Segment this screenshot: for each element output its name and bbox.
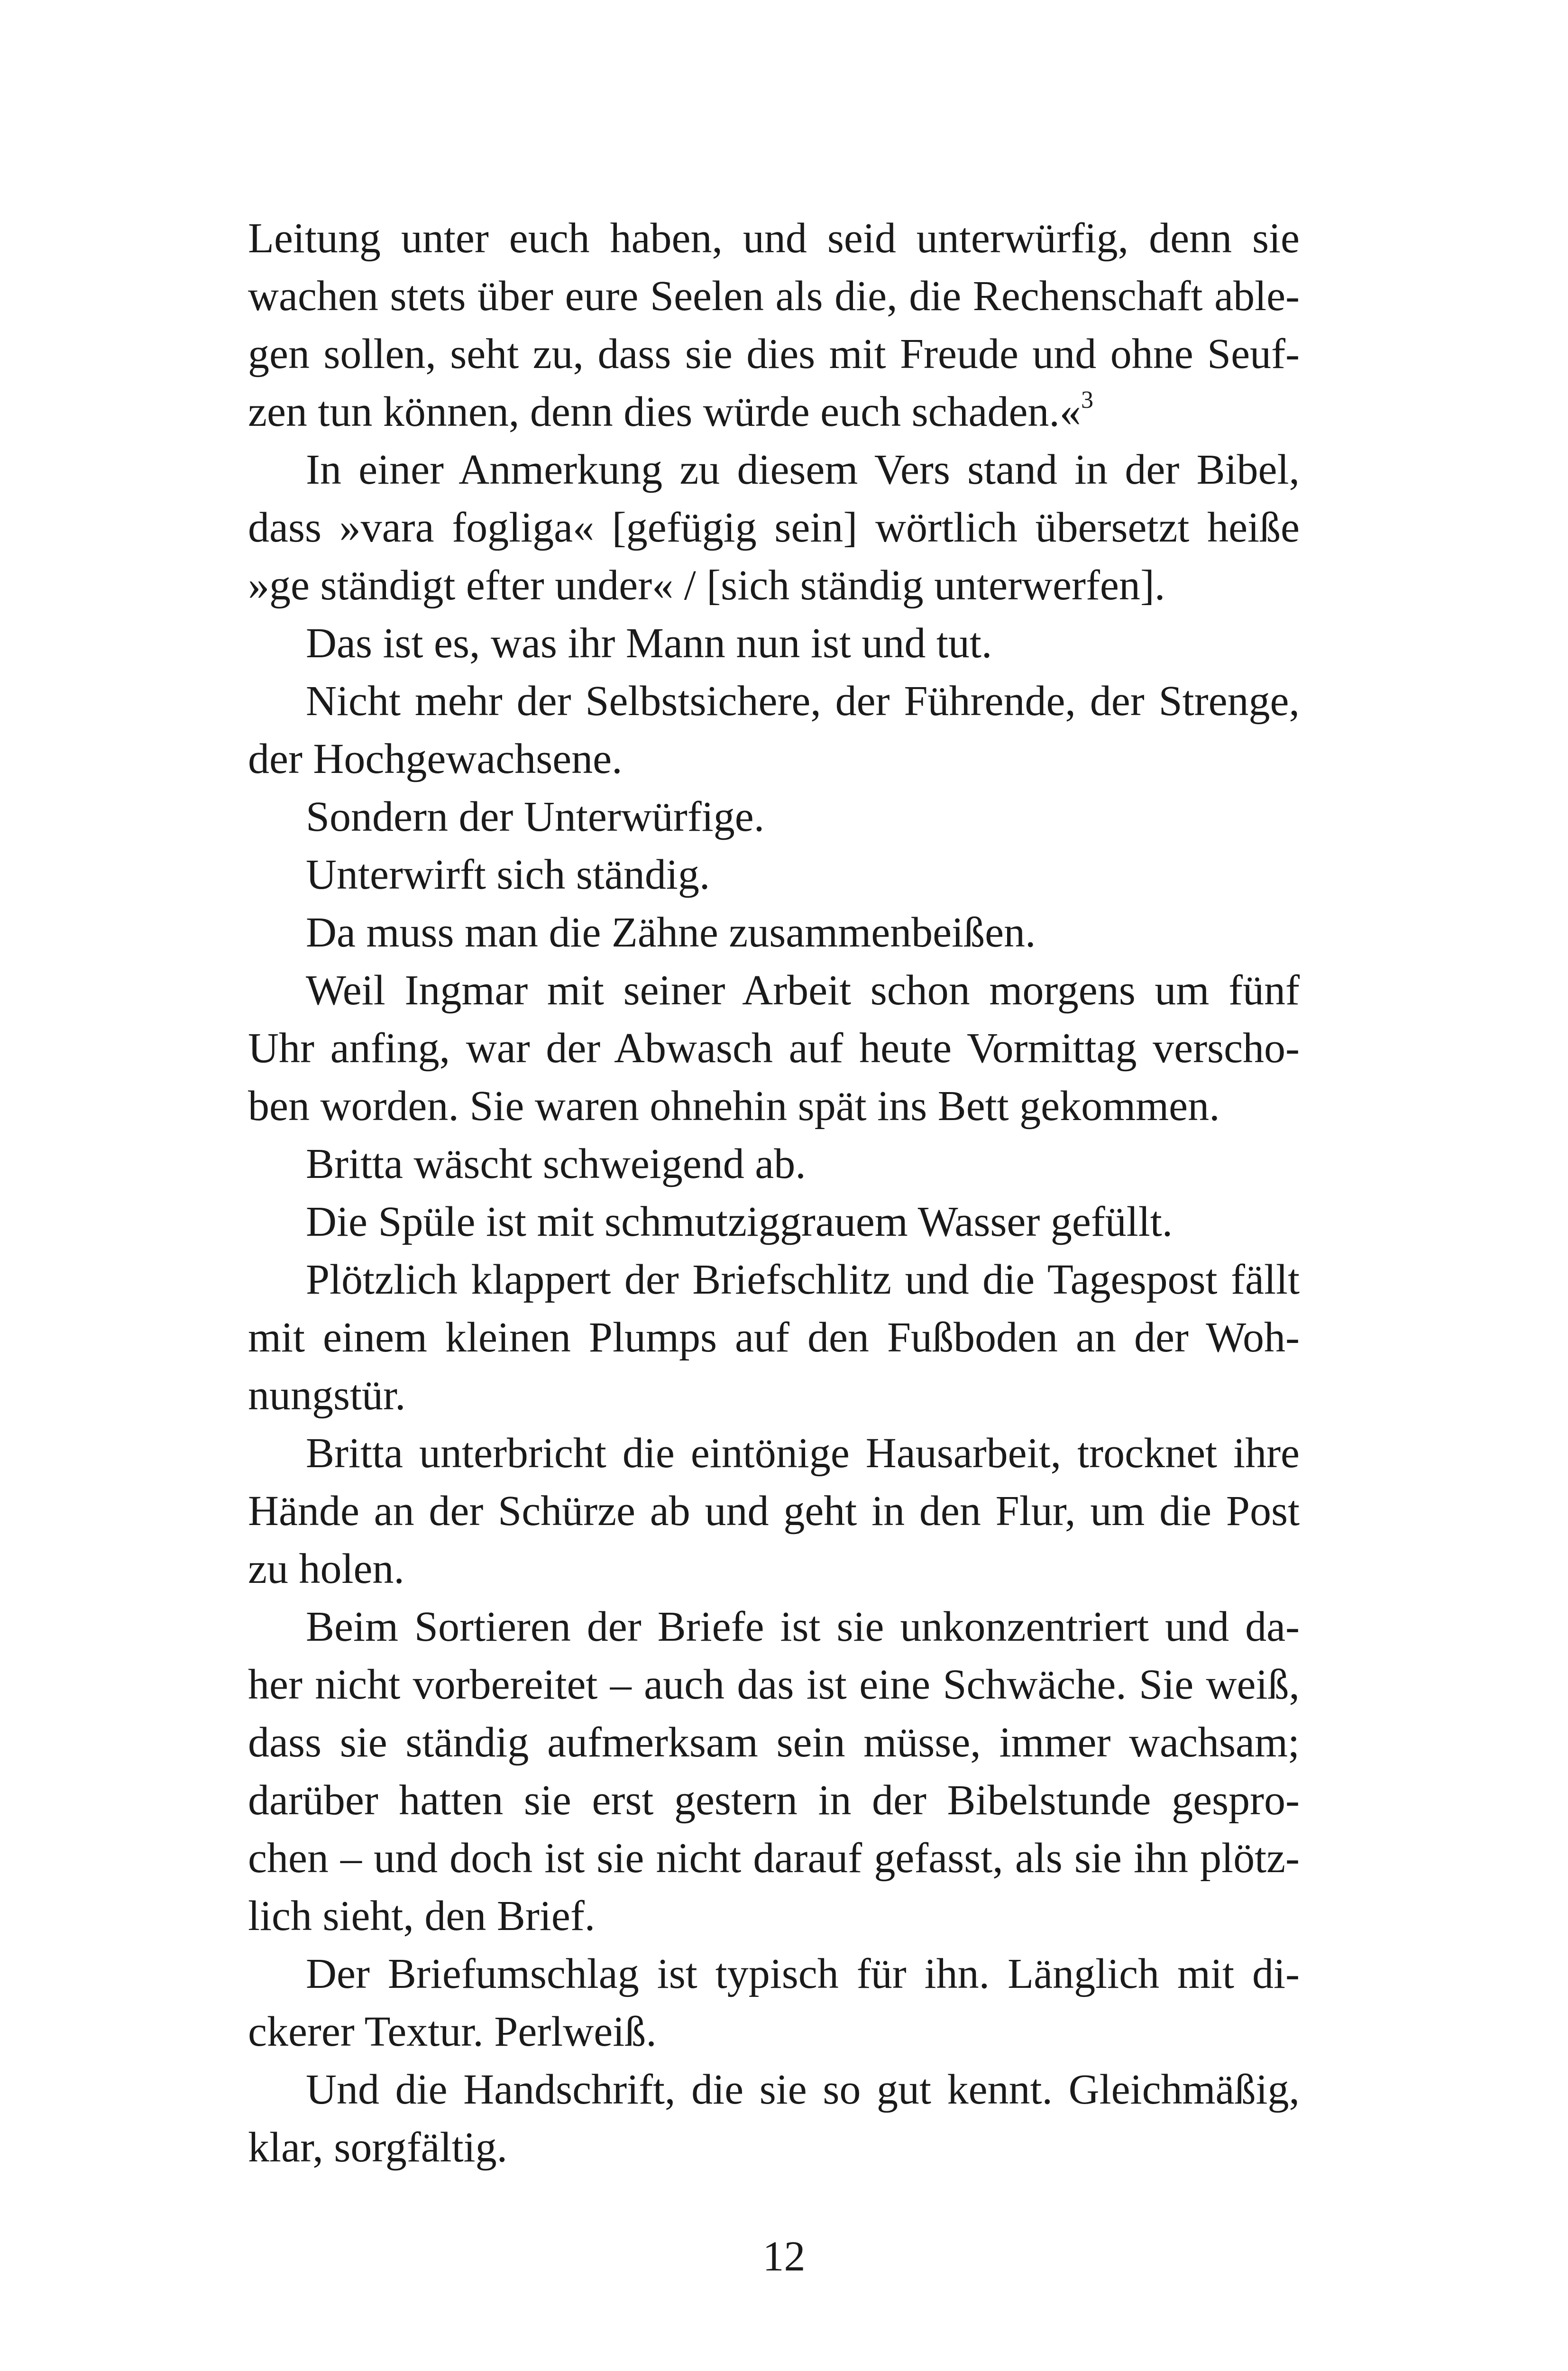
- body-text: [248, 210, 1300, 2177]
- text-line: [248, 1772, 1300, 1829]
- text-line-content: dass »vara fogliga« [gefügig sein] wörtlich übersetzt heiße: [248, 504, 1300, 551]
- text-line: [248, 1482, 1300, 1540]
- text-line: [248, 788, 1300, 846]
- text-line: [248, 1598, 1300, 1656]
- text-line: [248, 1540, 1300, 1598]
- text-line-content: chen – und doch ist sie nicht darauf gefasst, als sie ihn plötz-: [248, 1835, 1300, 1882]
- text-line-content: ckerer Textur. Perlweiß.: [248, 2008, 657, 2055]
- text-line-content: Da muss man die Zähne zusammenbeißen.: [306, 909, 1036, 956]
- text-line-content: Britta unterbricht die eintönige Hausarbeit, trocknet ihre: [306, 1430, 1300, 1477]
- page-number: 12: [762, 2233, 806, 2280]
- text-line-content: lich sieht, den Brief.: [248, 1893, 596, 1939]
- text-line-content: Beim Sortieren der Briefe ist sie unkonzentriert und da-: [306, 1603, 1300, 1650]
- text-line: [248, 2061, 1300, 2119]
- text-line: [248, 730, 1300, 788]
- text-line-content: Der Briefumschlag ist typisch für ihn. Länglich mit di-: [306, 1950, 1300, 1997]
- text-line: [248, 846, 1300, 904]
- text-line: [248, 383, 1300, 441]
- text-line: [248, 557, 1300, 615]
- text-line: [248, 1309, 1300, 1367]
- text-line: [248, 962, 1300, 1020]
- text-line: [248, 1251, 1300, 1309]
- text-line-content: der Hochgewachsene.: [248, 735, 623, 782]
- text-line: [248, 267, 1300, 325]
- text-line: [248, 1424, 1300, 1482]
- text-line-content: klar, sorgfältig.: [248, 2124, 508, 2171]
- text-line-content: Sondern der Unterwürfige.: [306, 793, 765, 840]
- text-line-content: »ge ständigt efter under« / [sich ständig unterwerfen].: [248, 562, 1165, 609]
- text-line-content: gen sollen, seht zu, dass sie dies mit Freude und ohne Seuf-: [248, 331, 1300, 377]
- text-line: [248, 1945, 1300, 2003]
- text-line-content: nungstür.: [248, 1372, 406, 1419]
- text-line-content: dass sie ständig aufmerksam sein müsse, immer wachsam;: [248, 1719, 1300, 1766]
- text-line-content: darüber hatten sie erst gestern in der Bibelstunde gespro-: [248, 1777, 1300, 1824]
- text-line-content: In einer Anmerkung zu diesem Vers stand in der Bibel,: [306, 446, 1300, 493]
- text-line: [248, 615, 1300, 672]
- text-line: [248, 210, 1300, 267]
- text-line-content: Leitung unter euch haben, und seid unterwürfig, denn sie: [248, 215, 1300, 262]
- text-line-content: Das ist es, was ihr Mann nun ist und tut.: [306, 620, 992, 667]
- text-line: [248, 1887, 1300, 1945]
- text-line: [248, 1135, 1300, 1193]
- text-line-content: zu holen.: [248, 1545, 404, 1592]
- text-line-content: mit einem kleinen Plumps auf den Fußboden an der Woh-: [248, 1314, 1300, 1361]
- text-line-content: Hände an der Schürze ab und geht in den Flur, um die Post: [248, 1488, 1300, 1535]
- text-line-content: Unterwirft sich ständig.: [306, 851, 710, 898]
- text-line-content: Weil Ingmar mit seiner Arbeit schon morgens um fünf: [306, 967, 1300, 1014]
- text-line: [248, 325, 1300, 383]
- text-line-content: Plötzlich klappert der Briefschlitz und die Tagespost fällt: [306, 1256, 1300, 1303]
- text-line-content: wachen stets über eure Seelen als die, die Rechenschaft able-: [248, 273, 1300, 320]
- text-line: [248, 1077, 1300, 1135]
- text-line-content: ben worden. Sie waren ohnehin spät ins Bett gekommen.: [248, 1083, 1220, 1130]
- text-line: [248, 1714, 1300, 1772]
- text-line-content: Und die Handschrift, die sie so gut kennt. Gleichmäßig,: [306, 2066, 1300, 2113]
- text-line: [248, 1367, 1300, 1424]
- text-line: [248, 1020, 1300, 1077]
- text-line: [248, 2119, 1300, 2177]
- text-line-content: Nicht mehr der Selbstsichere, der Führende, der Strenge,: [306, 678, 1300, 725]
- text-line: [248, 672, 1300, 730]
- text-line: [248, 499, 1300, 557]
- text-line: [248, 1193, 1300, 1251]
- text-line-content: Uhr anfing, war der Abwasch auf heute Vormittag verscho-: [248, 1025, 1300, 1072]
- footnote-marker: 3: [1081, 386, 1093, 414]
- text-line-content: Die Spüle ist mit schmutziggrauem Wasser gefüllt.: [306, 1198, 1173, 1245]
- text-line: [248, 904, 1300, 962]
- text-line-content: Britta wäscht schweigend ab.: [306, 1140, 806, 1187]
- text-line: [248, 2003, 1300, 2061]
- text-line: [248, 441, 1300, 499]
- text-line: [248, 1656, 1300, 1714]
- text-line: [248, 1829, 1300, 1887]
- text-line-content: her nicht vorbereitet – auch das ist eine Schwäche. Sie weiß,: [248, 1661, 1300, 1708]
- text-line-content: zen tun können, denn dies würde euch schaden.«: [248, 388, 1081, 435]
